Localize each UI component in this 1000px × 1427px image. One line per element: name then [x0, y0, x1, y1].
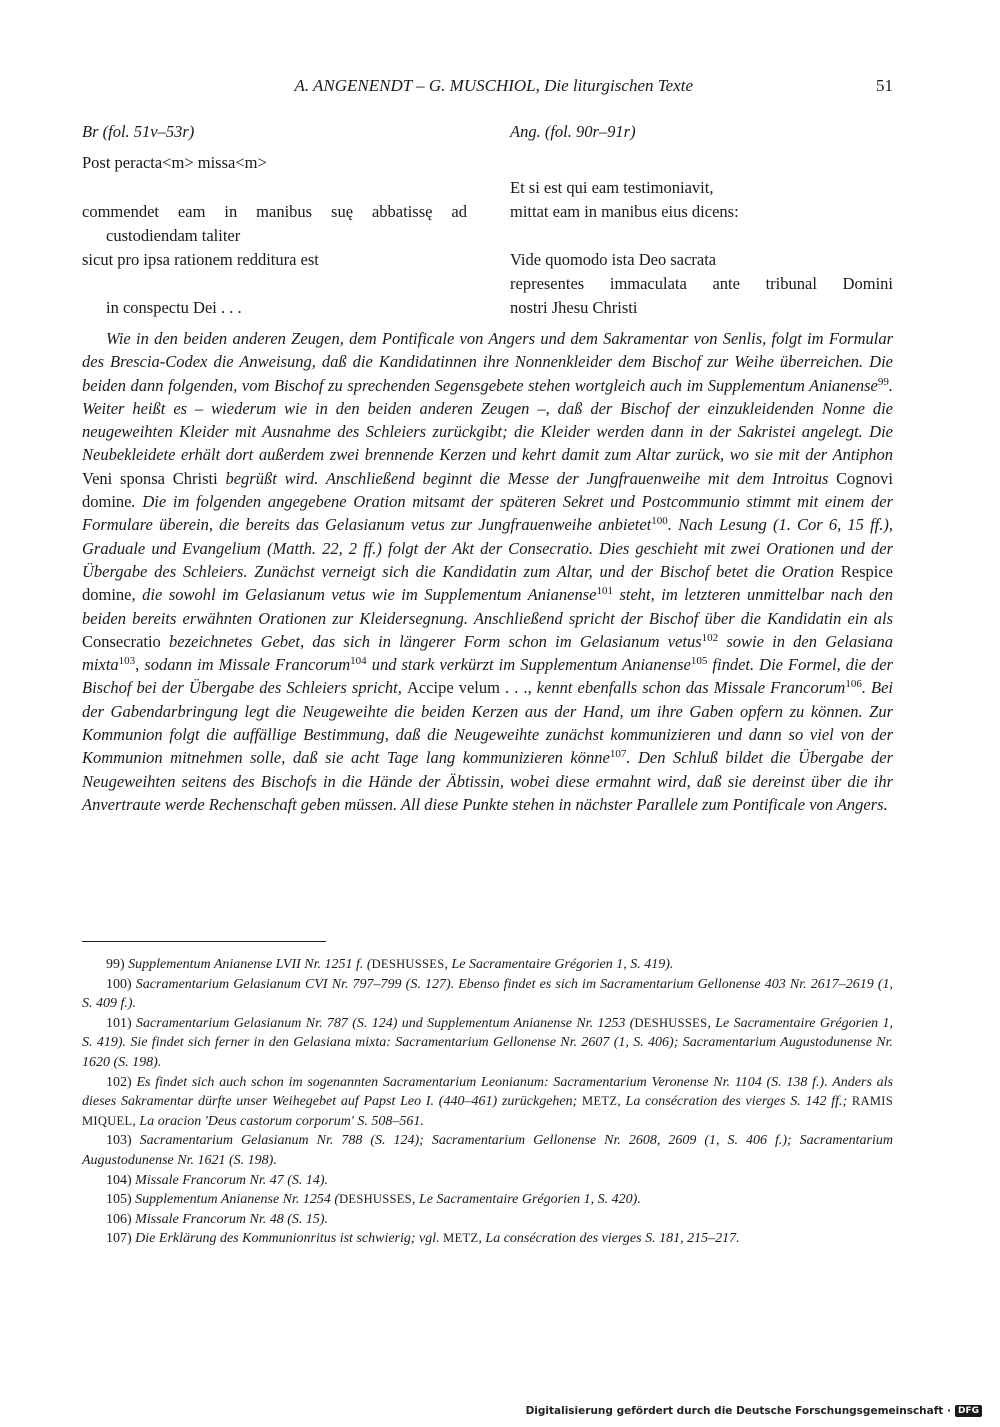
digitization-credit	[526, 1405, 982, 1417]
footnote-ref[interactable]: 102	[701, 631, 719, 644]
footnote-text: Missale Francorum Nr. 48 (S. 15).	[135, 1211, 329, 1227]
text-run: , kennt ebenfalls schon das Missale Francorum	[527, 678, 846, 698]
left-line: custodiendam taliter	[106, 226, 241, 245]
text-run: steht, im letzteren unmittelbar nach den beiden bereits erwähnten Orationen zur Kleidersegnung. Anschließend spricht der Bischof über die Kandidatin ein als	[82, 585, 893, 628]
footnote-separator	[82, 941, 326, 942]
footnote-101	[82, 1014, 893, 1073]
liturgical-incipit: Accipe velum . . .	[406, 678, 528, 698]
footnote-99	[82, 955, 893, 975]
right-siglum: Ang. (fol. 90r–91r)	[510, 122, 636, 141]
footnote-text: , La oracion 'Deus castorum corporum' S. 508–561.	[132, 1113, 424, 1129]
footnote-number: 103)	[106, 1133, 132, 1149]
footnote-103	[82, 1131, 893, 1170]
credit-text: Digitalisierung gefördert durch die Deutsche Forschungsgemeinschaft ·	[525, 1405, 951, 1417]
footnote-text: , Le Sacramentaire Grégorien 1, S. 419).	[444, 957, 674, 972]
text-run: Wie in den beiden anderen Zeugen, dem Pontificale von Angers und dem Sakramentar von Senlis, folgt im Formular des Brescia-Codex die Anweisung, daß die Kandidatinnen ihre Nonnenkleider dem Bischof zur Weihe überreichen. Die beiden dann folgenden, vom Bischof zu sprechenden Segensgebete stehen wortgleich auch im Supplementum Anianense	[82, 329, 893, 395]
page-number: 51	[876, 76, 893, 95]
left-line: in conspectu Dei . . .	[106, 298, 242, 317]
author-name: DESHUSSES	[634, 1015, 708, 1030]
footnote-number: 107)	[106, 1231, 132, 1247]
right-line: Vide quomodo ista Deo sacrata	[510, 250, 717, 269]
footnote-number: 100)	[106, 976, 132, 992]
footnote-ref[interactable]: 99	[877, 375, 889, 388]
footnote-number: 105)	[106, 1192, 132, 1208]
footnote-text: , La consécration des vierges S. 181, 215–217.	[478, 1231, 740, 1247]
text-run: begrüßt wird. Anschließend beginnt die Messe der Jungfrauenweihe mit dem Introitus	[217, 468, 837, 488]
footnote-107	[82, 1229, 893, 1249]
footnote-ref[interactable]: 107	[609, 748, 627, 761]
right-line: Et si est qui eam testimoniavit,	[510, 178, 714, 197]
right-line: mittat eam in manibus eius dicens:	[510, 202, 739, 221]
text-run: bezeichnetes Gebet, das sich in längerer Form schon im Gelasianum vetus	[160, 631, 702, 651]
footnotes	[82, 955, 893, 1249]
footnote-text: Die Erklärung des Kommunionritus ist schwierig; vgl.	[135, 1231, 444, 1247]
footnote-ref[interactable]: 105	[690, 655, 708, 668]
text-run: . Bei der Gabendarbringung legt die Neugeweihte die beiden Kerzen aus der Hand, um ihre Gaben opfern zu können. Zur Kommunion folgt die auffällige Bestimmung, daß die Neugeweihte zunächst kommunizieren und dann so viel von der Kommunion mitnehmen solle, daß sie acht Tage lang kommunizieren könne	[82, 678, 893, 768]
footnote-text: Supplementum Anianense Nr. 1254 (	[135, 1192, 340, 1208]
text-run: , die sowohl im Gelasianum vetus wie im Supplementum Anianense	[131, 585, 597, 605]
right-line: nostri Jhesu Christi	[510, 298, 638, 317]
liturgical-incipit: Consecratio	[82, 631, 161, 651]
text-run: sowie in den Gelasiana mixta	[82, 631, 893, 675]
text-run: . Nach Lesung (1. Cor 6, 15 ff.), Graduale und Evangelium (Matth. 22, 2 ff.) folgt der Akt der Consecratio. Dies geschieht mit zwei Orationen und der Übergabe des Schleiers. Zunächst verneigt sich die Kandidatin zum Altar, und der Bischof betet die Oration	[82, 515, 893, 581]
footnote-text: Sacramentarium Gelasianum Nr. 788 (S. 124); Sacramentarium Gellonense Nr. 2608, 2609 (1, S. 406 f.); Sacramentarium Augustodunense Nr. 1621 (S. 198).	[82, 1133, 893, 1168]
left-line: Post peracta<m> missa<m>	[82, 153, 267, 172]
left-line: sicut pro ipsa rationem redditura est	[82, 250, 319, 269]
footnote-number: 106)	[106, 1211, 132, 1227]
footnote-ref[interactable]: 100	[651, 515, 668, 528]
text-run: findet. Die Formel, die der Bischof bei der Übergabe des Schleiers spricht,	[82, 655, 893, 698]
footnote-number: 101)	[106, 1015, 132, 1031]
footnote-ref[interactable]: 103	[118, 655, 136, 668]
author-name: METZ	[582, 1094, 618, 1109]
text-run: . Den Schluß bildet die Übergabe der Neugeweihten seitens des Bischofs in die Hände der Äbtissin, wobei diese ermahnt wird, daß sie dereinst über die ihr Anvertraute werde Rechenschaft geben müssen. All diese Punkte stehen in nächster Parallele zum Pontificale von Angers.	[82, 748, 893, 814]
body-paragraph	[82, 327, 893, 816]
footnote-text: , Le Sacramentaire Grégorien 1, S. 419). Sie findet sich ferner in den Gelasiana mixta: Sacramentarium Gellonense Nr. 2607 (1, S. 406); Sacramentarium Augustodunense Nr. 1620 (S. 198).	[82, 1015, 894, 1070]
footnote-104	[82, 1171, 893, 1191]
dfg-logo: DFG	[955, 1405, 982, 1417]
left-siglum: Br (fol. 51v–53r)	[82, 122, 195, 141]
footnote-number: 102)	[106, 1074, 132, 1090]
footnote-number: 99)	[106, 957, 125, 972]
footnote-ref[interactable]: 106	[845, 678, 862, 691]
right-line: representes immaculata ante tribunal Domini	[510, 274, 893, 293]
liturgical-incipit: Cognovi domine	[82, 468, 893, 512]
footnote-105	[82, 1190, 893, 1210]
footnote-text: Sacramentarium Gelasianum CVI Nr. 797–799 (S. 127). Ebenso findet es sich im Sacramentarium Gellonense 403 Nr. 2617–2619 (1, S. 409 f.).	[82, 976, 893, 1012]
running-title: A. ANGENENDT – G. MUSCHIOL, Die liturgischen Texte	[294, 76, 693, 95]
footnote-text: Es findet sich auch schon im sogenannten Sacramentarium Leonianum: Sacramentarium Veronense Nr. 1104 (S. 138 f.). Anders als dieses Sakramentar dürfte unser Weihegebet auf Papst Leo I. (440–461) zurückgehen;	[82, 1074, 893, 1110]
liturgical-incipit: Veni sponsa Christi	[82, 468, 218, 488]
text-run: . Die im folgenden angegebene Oration mitsamt der späteren Sekret und Postcommunio stimmt mit einem der Formulare überein, die bereits das Gelasianum vetus zur Jungfrauenweihe anbietet	[82, 492, 893, 535]
footnote-100	[82, 975, 893, 1014]
footnote-106	[82, 1210, 893, 1230]
text-run: . Weiter heißt es – wiederum wie in den beiden anderen Zeugen –, daß der Bischof der einzukleidenden Nonne die neugeweihten Kleider mit Ausnahme des Schleiers zurückgibt; die Kleider werden dann in der Sakristei angelegt. Die Neubekleidete erhält dort außerdem zwei brennende Kerzen und kehrt damit zum Altar zurück, wo sie mit der Antiphon	[82, 375, 893, 465]
liturgical-incipit: Respice domine	[82, 561, 893, 605]
author-name: DESHUSSES	[371, 957, 445, 971]
footnote-102	[82, 1073, 893, 1132]
footnote-ref[interactable]: 101	[596, 585, 613, 598]
author-name: DESHUSSES	[339, 1192, 412, 1207]
footnote-number: 104)	[106, 1172, 132, 1188]
left-line: commendet eam in manibus suę abbatissę ad	[82, 202, 467, 221]
text-run: und stark verkürzt im Supplementum Anianense	[366, 655, 691, 675]
footnote-text: , La consécration des vierges S. 142 ff.;	[617, 1094, 852, 1110]
footnote-text: Supplementum Anianense LVII Nr. 1251 f. (	[128, 957, 372, 972]
footnote-ref[interactable]: 104	[350, 655, 367, 668]
footnote-text: Sacramentarium Gelasianum Nr. 787 (S. 124) und Supplementum Anianense Nr. 1253 (	[136, 1015, 635, 1031]
author-name: METZ	[443, 1231, 479, 1246]
footnote-text: , Le Sacramentaire Grégorien 1, S. 420).	[411, 1192, 641, 1208]
author-name: RAMIS MIQUEL	[82, 1094, 893, 1128]
text-run: , sodann im Missale Francorum	[135, 655, 351, 675]
footnote-text: Missale Francorum Nr. 47 (S. 14).	[135, 1172, 329, 1188]
running-header	[82, 76, 893, 100]
